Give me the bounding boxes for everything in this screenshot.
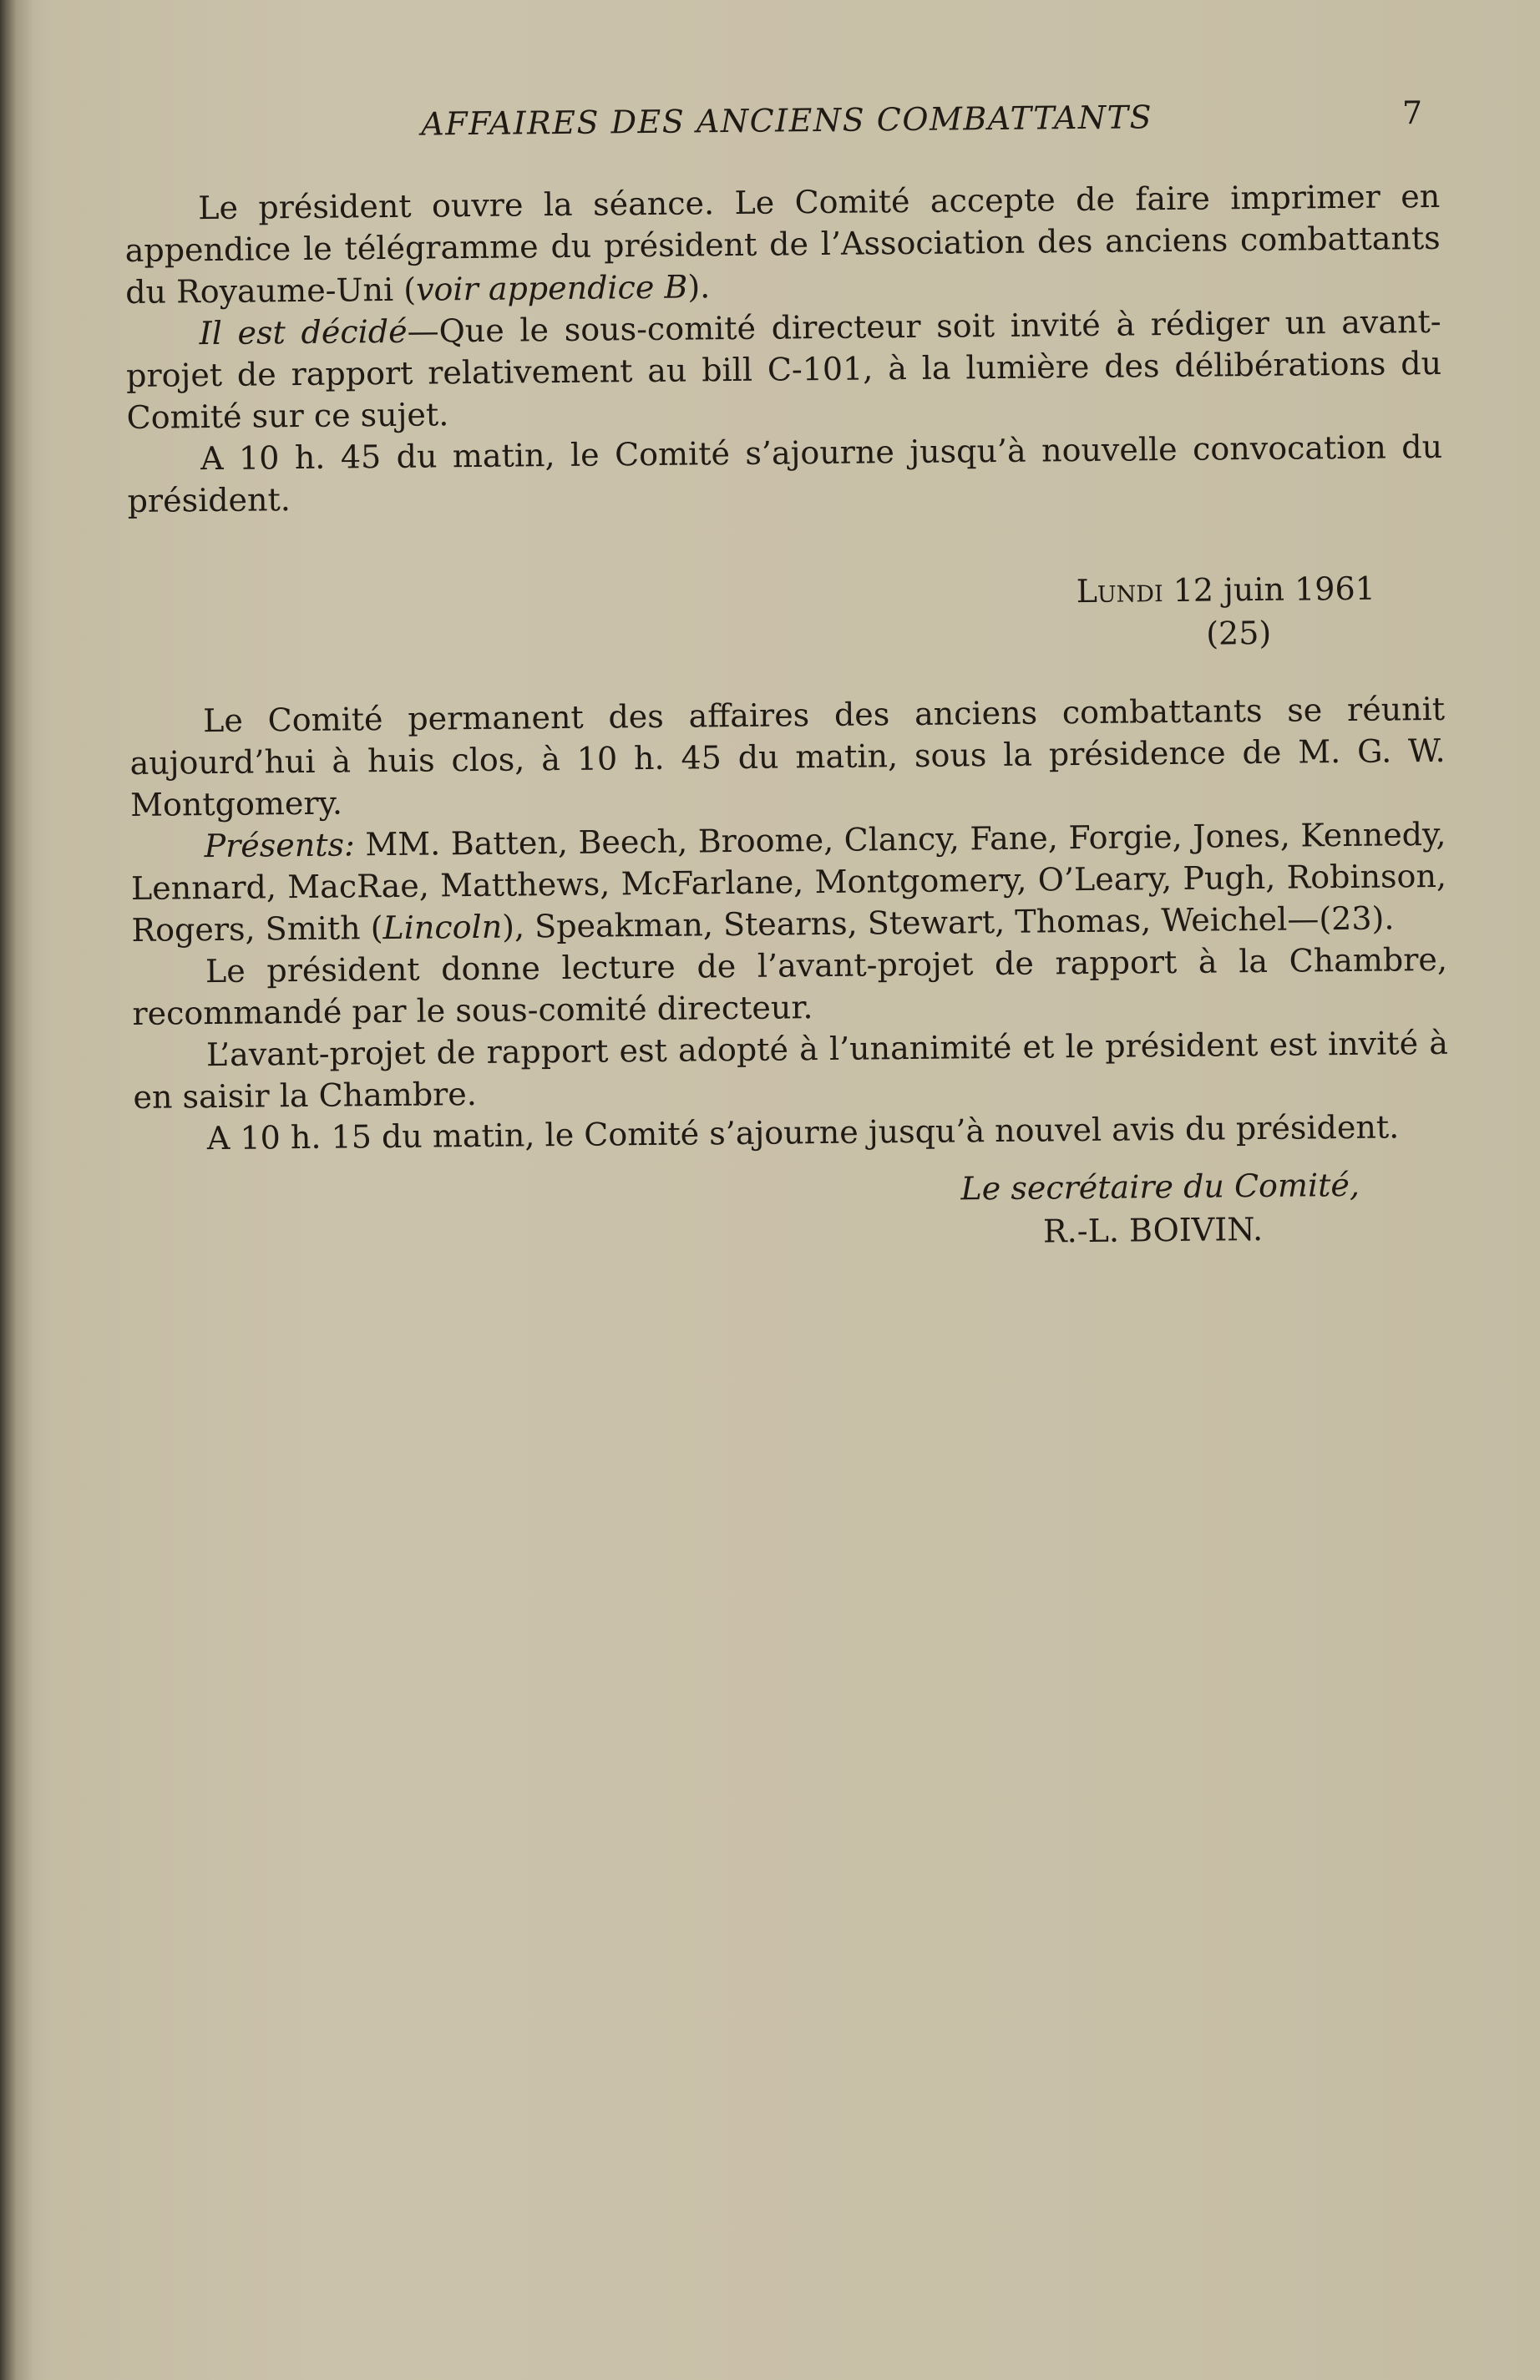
- paragraph-opening: [124, 175, 1441, 313]
- sitting-number: (25): [1205, 614, 1272, 652]
- signature-block: [960, 1162, 1450, 1254]
- running-title: AFFAIRES DES ANCIENS COMBATTANTS: [421, 99, 1153, 143]
- paragraph-present-members: [130, 813, 1446, 951]
- signature-title: [960, 1162, 1449, 1211]
- present-members-a: MM. Batten, Beech, Broome, Clancy, Fane, Forgie, Jones, Kennedy, Lennard, MacRae, Matthews, McFarlane, Montgomery, O’Leary, Pugh, Robinson, Rogers, Smith (: [130, 815, 1447, 949]
- paragraph-meeting: Le Comité permanent des affaires des anciens combattants se réunit aujourd’hui à huis clos, à 10 h. 45 du matin, sous la présidence de M. G. W. Montgomery.: [129, 690, 1446, 823]
- page-number: 7: [1401, 94, 1423, 132]
- sitting-heading: [1076, 566, 1444, 656]
- paragraph-opening-text: Le président ouvre la séance. Le Comité accepte de faire imprimer en appendice le télégramme du président de l’Association des anciens combattants du Royaume-Uni (: [124, 177, 1441, 311]
- present-members-b: ), Speakman, Stearns, Stewart, Thomas, Weichel—(23).: [501, 899, 1395, 945]
- paragraph-opening-end: ).: [687, 268, 711, 306]
- paragraph-draft-report: Le président donne lecture de l’avant-projet de rapport à la Chambre, recommandé par le sous-comité directeur.: [132, 940, 1448, 1032]
- sitting-date: 12 juin 1961: [1173, 570, 1376, 609]
- paragraph-adoption: L’avant-projet de rapport est adopté à l’unanimité et le président est invité à en saisir la Chambre.: [133, 1024, 1449, 1116]
- minutes-previous-sitting: [124, 175, 1443, 522]
- sitting-date-line: [1076, 566, 1443, 613]
- sitting-day: Lundi: [1076, 572, 1163, 610]
- resolution-text: —Que le sous-comité directeur soit invité à rédiger un avant-projet de rapport relativement au bill C-101, à la lumière des délibérations du Comité sur ce sujet.: [125, 302, 1442, 436]
- document-body: [124, 88, 1450, 1262]
- signature-title-text: Le secrétaire du Comité,: [960, 1166, 1360, 1208]
- paragraph-adjournment: A 10 h. 45 du matin, le Comité s’ajourne jusqu’à nouvelle convocation du président.: [127, 428, 1443, 519]
- appendix-reference: voir appendice B: [415, 268, 688, 308]
- minutes-current-sitting: [129, 688, 1449, 1160]
- paragraph-resolution: [125, 301, 1441, 438]
- riding-name: Lincoln: [382, 908, 503, 947]
- paragraph-adjournment-final: A 10 h. 15 du matin, le Comité s’ajourne jusqu’à nouvel avis du président.: [206, 1108, 1400, 1157]
- resolution-label: Il est décidé: [199, 312, 408, 352]
- present-label: Présents:: [204, 826, 356, 865]
- book-spine-shadow: [0, 0, 33, 2380]
- signature-name: R.-L. BOIVIN.: [1042, 1210, 1264, 1250]
